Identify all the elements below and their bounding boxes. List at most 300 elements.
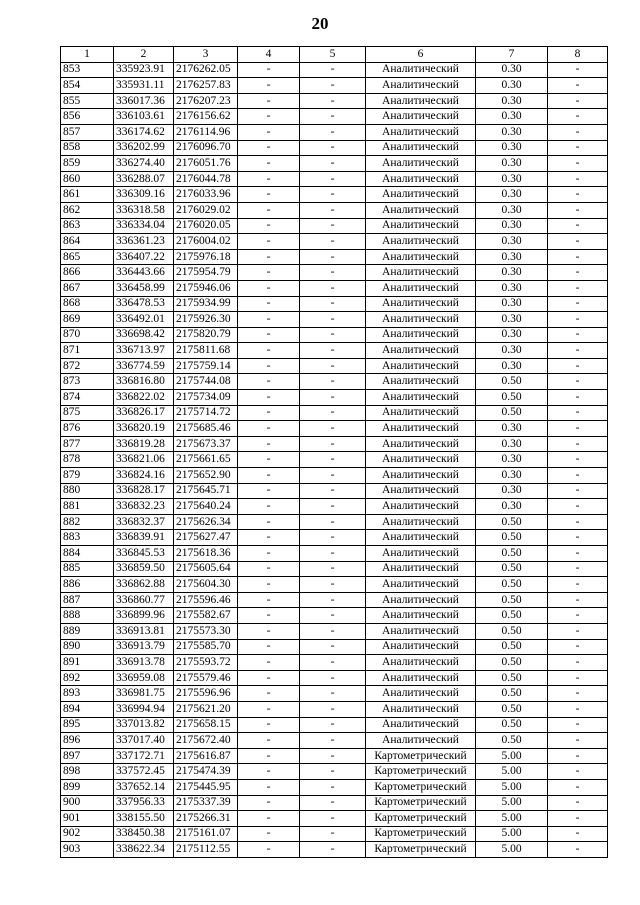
table-row	[61, 639, 608, 655]
table-cell: -	[548, 296, 608, 312]
table-cell: 877	[61, 436, 114, 452]
table-cell: -	[238, 686, 300, 702]
table-cell: -	[548, 795, 608, 811]
table-cell: -	[300, 156, 366, 172]
table-cell: 891	[61, 655, 114, 671]
table-cell: -	[300, 733, 366, 749]
table-cell: 336826.17	[114, 405, 174, 421]
table-cell: -	[548, 608, 608, 624]
table-cell: Аналитический	[366, 577, 476, 593]
table-row	[61, 468, 608, 484]
table-cell: -	[548, 468, 608, 484]
table-cell: 336713.97	[114, 343, 174, 359]
table-cell: -	[238, 62, 300, 78]
table-cell: -	[238, 483, 300, 499]
table-row	[61, 826, 608, 842]
table-cell: -	[300, 826, 366, 842]
table-cell: 0.30	[476, 483, 548, 499]
table-cell: 2175640.24	[174, 499, 238, 515]
table-cell: -	[300, 701, 366, 717]
table-cell: -	[300, 499, 366, 515]
table-cell: -	[300, 280, 366, 296]
table-row	[61, 374, 608, 390]
table-cell: 2175820.79	[174, 327, 238, 343]
table-cell: Аналитический	[366, 686, 476, 702]
table-cell: 336819.28	[114, 436, 174, 452]
table-cell: Аналитический	[366, 140, 476, 156]
table-cell: 337572.45	[114, 764, 174, 780]
table-cell: -	[238, 78, 300, 94]
header-cell: 7	[476, 47, 548, 63]
table-cell: -	[238, 733, 300, 749]
table-cell: 2175626.34	[174, 514, 238, 530]
table-cell: -	[548, 327, 608, 343]
table-cell: -	[548, 171, 608, 187]
table-row	[61, 842, 608, 858]
table-cell: 336828.17	[114, 483, 174, 499]
table-cell: 2175744.08	[174, 374, 238, 390]
table-row	[61, 140, 608, 156]
table-cell: 2175621.20	[174, 701, 238, 717]
table-cell: 2175585.70	[174, 639, 238, 655]
table-cell: -	[548, 514, 608, 530]
table-cell: Аналитический	[366, 561, 476, 577]
table-cell: -	[238, 748, 300, 764]
table-cell: 336859.50	[114, 561, 174, 577]
table-cell: -	[238, 499, 300, 515]
table-cell: 2175954.79	[174, 265, 238, 281]
table-cell: 336361.23	[114, 234, 174, 250]
table-cell: 2175161.07	[174, 826, 238, 842]
table-cell: 0.30	[476, 312, 548, 328]
table-row	[61, 405, 608, 421]
table-row	[61, 561, 608, 577]
table-cell: 2175266.31	[174, 811, 238, 827]
table-cell: 0.30	[476, 234, 548, 250]
table-cell: 5.00	[476, 826, 548, 842]
header-cell: 1	[61, 47, 114, 63]
table-cell: 2175759.14	[174, 358, 238, 374]
table-cell: Аналитический	[366, 124, 476, 140]
table-row	[61, 608, 608, 624]
table-cell: -	[548, 733, 608, 749]
table-cell: -	[548, 78, 608, 94]
table-cell: 868	[61, 296, 114, 312]
table-cell: -	[238, 390, 300, 406]
table-cell: Аналитический	[366, 374, 476, 390]
table-cell: 875	[61, 405, 114, 421]
table-cell: -	[548, 499, 608, 515]
table-cell: -	[548, 234, 608, 250]
table-cell: 0.50	[476, 639, 548, 655]
table-cell: -	[300, 514, 366, 530]
table-cell: 0.30	[476, 327, 548, 343]
table-cell: -	[548, 436, 608, 452]
table-cell: 2176207.23	[174, 93, 238, 109]
table-cell: -	[300, 452, 366, 468]
table-cell: 2175652.90	[174, 468, 238, 484]
table-row	[61, 234, 608, 250]
table-cell: 0.30	[476, 156, 548, 172]
table-cell: -	[548, 312, 608, 328]
table-cell: -	[238, 296, 300, 312]
table-cell: Аналитический	[366, 171, 476, 187]
table-cell: 338450.38	[114, 826, 174, 842]
table-cell: 866	[61, 265, 114, 281]
table-cell: 0.30	[476, 249, 548, 265]
table-cell: -	[238, 218, 300, 234]
table-cell: -	[238, 280, 300, 296]
table-cell: -	[300, 717, 366, 733]
table-cell: -	[238, 234, 300, 250]
table-cell: -	[238, 546, 300, 562]
table-cell: -	[300, 561, 366, 577]
table-cell: 0.30	[476, 265, 548, 281]
table-cell: Аналитический	[366, 234, 476, 250]
table-cell: 883	[61, 530, 114, 546]
table-cell: 882	[61, 514, 114, 530]
table-cell: Аналитический	[366, 202, 476, 218]
table-cell: -	[300, 764, 366, 780]
table-cell: -	[300, 639, 366, 655]
table-cell: -	[548, 826, 608, 842]
table-cell: Аналитический	[366, 733, 476, 749]
table-cell: 867	[61, 280, 114, 296]
table-cell: 336832.37	[114, 514, 174, 530]
table-cell: 336458.99	[114, 280, 174, 296]
table-cell: -	[548, 109, 608, 125]
table-cell: 2176114.96	[174, 124, 238, 140]
table-cell: -	[548, 452, 608, 468]
table-cell: -	[548, 265, 608, 281]
table-cell: 0.30	[476, 452, 548, 468]
table-cell: -	[300, 234, 366, 250]
table-cell: 0.30	[476, 187, 548, 203]
table-cell: 0.50	[476, 530, 548, 546]
table-cell: 0.50	[476, 577, 548, 593]
table-cell: 337017.40	[114, 733, 174, 749]
header-cell: 2	[114, 47, 174, 63]
table-cell: 336816.80	[114, 374, 174, 390]
table-row	[61, 748, 608, 764]
table-cell: 888	[61, 608, 114, 624]
table-cell: -	[238, 93, 300, 109]
table-cell: 2175582.67	[174, 608, 238, 624]
table-cell: 2175685.46	[174, 421, 238, 437]
table-cell: 2176096.70	[174, 140, 238, 156]
table-cell: 336839.91	[114, 530, 174, 546]
table-row	[61, 655, 608, 671]
table-cell: 2175926.30	[174, 312, 238, 328]
table-cell: -	[300, 608, 366, 624]
table-cell: 336407.22	[114, 249, 174, 265]
table-cell: -	[548, 280, 608, 296]
table-row	[61, 530, 608, 546]
table-cell: -	[548, 639, 608, 655]
table-cell: 336318.58	[114, 202, 174, 218]
table-cell: 2176044.78	[174, 171, 238, 187]
table-cell: 338155.50	[114, 811, 174, 827]
table-cell: -	[238, 514, 300, 530]
header-cell: 6	[366, 47, 476, 63]
table-cell: 337013.82	[114, 717, 174, 733]
table-cell: 2175112.55	[174, 842, 238, 858]
table-cell: Аналитический	[366, 218, 476, 234]
table-cell: 5.00	[476, 748, 548, 764]
table-cell: 0.30	[476, 343, 548, 359]
table-cell: 2176156.62	[174, 109, 238, 125]
table-cell: 0.30	[476, 93, 548, 109]
table-cell: -	[548, 764, 608, 780]
table-cell: 336698.42	[114, 327, 174, 343]
table-cell: 2176004.02	[174, 234, 238, 250]
table-cell: -	[300, 171, 366, 187]
table-cell: -	[238, 421, 300, 437]
table-cell: 336202.99	[114, 140, 174, 156]
table-cell: Аналитический	[366, 78, 476, 94]
table-cell: 336288.07	[114, 171, 174, 187]
table-cell: -	[300, 623, 366, 639]
table-cell: -	[238, 156, 300, 172]
table-cell: 2176029.02	[174, 202, 238, 218]
table-cell: -	[238, 577, 300, 593]
table-cell: 887	[61, 592, 114, 608]
table-row	[61, 795, 608, 811]
table-cell: 0.50	[476, 514, 548, 530]
table-cell: 2175734.09	[174, 390, 238, 406]
table-cell: Картометрический	[366, 779, 476, 795]
table-cell: Аналитический	[366, 280, 476, 296]
table-row	[61, 265, 608, 281]
table-cell: 336899.96	[114, 608, 174, 624]
table-cell: -	[238, 639, 300, 655]
table-cell: 5.00	[476, 842, 548, 858]
table-cell: Аналитический	[366, 639, 476, 655]
table-cell: 858	[61, 140, 114, 156]
table-cell: Картометрический	[366, 811, 476, 827]
table-row	[61, 452, 608, 468]
table-cell: -	[548, 701, 608, 717]
table-cell: 2175627.47	[174, 530, 238, 546]
table-cell: 2175661.65	[174, 452, 238, 468]
table-cell: Картометрический	[366, 748, 476, 764]
table-cell: 2175445.95	[174, 779, 238, 795]
table-cell: Аналитический	[366, 483, 476, 499]
table-cell: 2176051.76	[174, 156, 238, 172]
table-cell: Аналитический	[366, 717, 476, 733]
table-cell: -	[548, 343, 608, 359]
table-cell: -	[300, 358, 366, 374]
table-cell: 0.50	[476, 390, 548, 406]
table-cell: -	[238, 249, 300, 265]
table-cell: -	[300, 842, 366, 858]
table-cell: 0.50	[476, 655, 548, 671]
table-cell: 336103.61	[114, 109, 174, 125]
table-cell: -	[548, 358, 608, 374]
table-cell: 336492.01	[114, 312, 174, 328]
table-cell: -	[548, 374, 608, 390]
table-row	[61, 124, 608, 140]
table-cell: -	[548, 124, 608, 140]
table-row	[61, 701, 608, 717]
table-cell: 0.30	[476, 124, 548, 140]
table-cell: -	[238, 561, 300, 577]
table-cell: Аналитический	[366, 608, 476, 624]
header-cell: 5	[300, 47, 366, 63]
table-cell: -	[238, 655, 300, 671]
table-cell: 900	[61, 795, 114, 811]
table-cell: 903	[61, 842, 114, 858]
coordinates-table	[60, 46, 608, 858]
table-cell: 338622.34	[114, 842, 174, 858]
table-row	[61, 358, 608, 374]
table-cell: 2175616.87	[174, 748, 238, 764]
table-cell: 0.30	[476, 171, 548, 187]
table-cell: -	[300, 811, 366, 827]
table-cell: -	[300, 62, 366, 78]
table-cell: -	[548, 561, 608, 577]
table-cell: Картометрический	[366, 842, 476, 858]
table-cell: 2175714.72	[174, 405, 238, 421]
table-cell: 870	[61, 327, 114, 343]
table-cell: -	[238, 826, 300, 842]
table-cell: 856	[61, 109, 114, 125]
table-cell: 2175673.37	[174, 436, 238, 452]
table-cell: Аналитический	[366, 421, 476, 437]
table-cell: -	[238, 717, 300, 733]
table-cell: Аналитический	[366, 499, 476, 515]
table-cell: Аналитический	[366, 530, 476, 546]
table-cell: 0.50	[476, 592, 548, 608]
table-cell: 337652.14	[114, 779, 174, 795]
table-cell: 336821.06	[114, 452, 174, 468]
table-cell: 336994.94	[114, 701, 174, 717]
table-cell: 853	[61, 62, 114, 78]
table-cell: 2175593.72	[174, 655, 238, 671]
table-cell: 336959.08	[114, 670, 174, 686]
table-cell: -	[548, 249, 608, 265]
table-cell: Аналитический	[366, 452, 476, 468]
table-cell: 902	[61, 826, 114, 842]
table-cell: -	[300, 795, 366, 811]
table-cell: 336478.53	[114, 296, 174, 312]
table-cell: -	[300, 124, 366, 140]
table-cell: 865	[61, 249, 114, 265]
table-cell: -	[548, 686, 608, 702]
table-cell: -	[300, 390, 366, 406]
table-cell: 872	[61, 358, 114, 374]
table-cell: -	[548, 62, 608, 78]
table-cell: -	[238, 795, 300, 811]
table-cell: 336174.62	[114, 124, 174, 140]
table-cell: -	[238, 530, 300, 546]
table-cell: 2176033.96	[174, 187, 238, 203]
table-cell: -	[300, 686, 366, 702]
table-cell: -	[238, 405, 300, 421]
table-cell: -	[300, 483, 366, 499]
table-cell: 0.50	[476, 701, 548, 717]
table-cell: -	[300, 530, 366, 546]
table-cell: 879	[61, 468, 114, 484]
table-row	[61, 686, 608, 702]
table-cell: 901	[61, 811, 114, 827]
table-header-row	[61, 47, 608, 63]
table-cell: 0.50	[476, 686, 548, 702]
table-cell: Аналитический	[366, 468, 476, 484]
table-cell: 895	[61, 717, 114, 733]
table-cell: 863	[61, 218, 114, 234]
table-cell: 0.30	[476, 202, 548, 218]
table-cell: -	[548, 842, 608, 858]
table-cell: -	[238, 140, 300, 156]
table-cell: -	[548, 592, 608, 608]
table-cell: Картометрический	[366, 795, 476, 811]
table-cell: -	[300, 655, 366, 671]
table-cell: 873	[61, 374, 114, 390]
table-cell: -	[238, 468, 300, 484]
table-cell: -	[238, 436, 300, 452]
table-cell: Аналитический	[366, 670, 476, 686]
table-cell: -	[300, 405, 366, 421]
table-cell: -	[548, 202, 608, 218]
table-cell: 0.30	[476, 62, 548, 78]
table-row	[61, 499, 608, 515]
table-cell: 0.50	[476, 374, 548, 390]
table-cell: -	[238, 811, 300, 827]
table-cell: -	[300, 93, 366, 109]
table-cell: 886	[61, 577, 114, 593]
table-row	[61, 109, 608, 125]
header-cell: 3	[174, 47, 238, 63]
table-cell: 2176020.05	[174, 218, 238, 234]
table-cell: -	[548, 421, 608, 437]
table-cell: Аналитический	[366, 514, 476, 530]
table-cell: -	[238, 187, 300, 203]
table-cell: 2175605.64	[174, 561, 238, 577]
table-row	[61, 483, 608, 499]
table-cell: 2175579.46	[174, 670, 238, 686]
table-cell: 854	[61, 78, 114, 94]
table-cell: 2175934.99	[174, 296, 238, 312]
table-cell: 336862.88	[114, 577, 174, 593]
table-cell: -	[300, 436, 366, 452]
table-cell: 335931.11	[114, 78, 174, 94]
table-row	[61, 670, 608, 686]
table-cell: -	[238, 171, 300, 187]
table-cell: -	[548, 779, 608, 795]
table-cell: 0.30	[476, 358, 548, 374]
table-cell: 862	[61, 202, 114, 218]
table-cell: 2175596.96	[174, 686, 238, 702]
table-cell: -	[300, 249, 366, 265]
table-cell: 2175645.71	[174, 483, 238, 499]
table-cell: 855	[61, 93, 114, 109]
table-cell: -	[300, 592, 366, 608]
table-cell: 336824.16	[114, 468, 174, 484]
table-cell: Картометрический	[366, 826, 476, 842]
table-row	[61, 436, 608, 452]
table-cell: 2175672.40	[174, 733, 238, 749]
table-cell: -	[238, 312, 300, 328]
table-cell: -	[548, 655, 608, 671]
table-cell: Аналитический	[366, 296, 476, 312]
table-cell: 0.50	[476, 405, 548, 421]
table-cell: -	[548, 717, 608, 733]
table-cell: 0.30	[476, 140, 548, 156]
table-cell: Аналитический	[366, 187, 476, 203]
table-row	[61, 62, 608, 78]
table-cell: 2175946.06	[174, 280, 238, 296]
